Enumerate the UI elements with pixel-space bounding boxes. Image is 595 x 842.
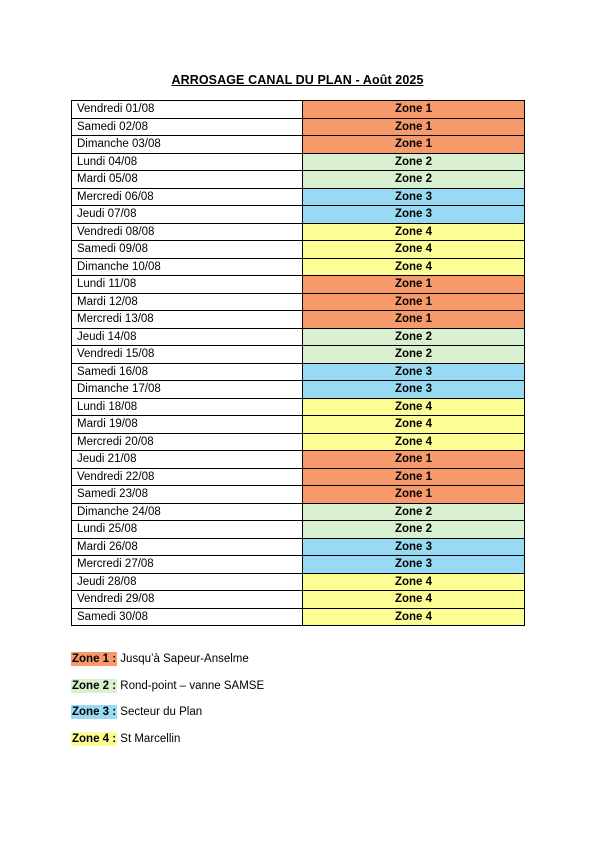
legend-description: Secteur du Plan [120, 706, 203, 718]
day-cell: Jeudi 07/08 [72, 206, 303, 224]
legend-description: Jusqu’à Sapeur-Anselme [120, 653, 249, 665]
day-cell: Vendredi 15/08 [72, 346, 303, 364]
day-cell: Dimanche 24/08 [72, 503, 303, 521]
zone-cell: Zone 1 [303, 293, 525, 311]
legend-zone-key: Zone 2 : [72, 679, 117, 692]
table-row [72, 118, 525, 136]
day-cell: Vendredi 01/08 [72, 101, 303, 119]
day-cell: Samedi 16/08 [72, 363, 303, 381]
table-row [72, 328, 525, 346]
day-cell: Lundi 25/08 [72, 521, 303, 539]
table-row [72, 136, 525, 154]
table-row [72, 591, 525, 609]
table-row [72, 503, 525, 521]
day-cell: Dimanche 17/08 [72, 381, 303, 399]
day-cell: Jeudi 21/08 [72, 451, 303, 469]
zone-cell: Zone 2 [303, 521, 525, 539]
zone-cell: Zone 2 [303, 328, 525, 346]
zone-cell: Zone 2 [303, 153, 525, 171]
zone-cell: Zone 1 [303, 101, 525, 119]
page-title: ARROSAGE CANAL DU PLAN - Août 2025 [171, 73, 424, 87]
day-cell: Jeudi 28/08 [72, 573, 303, 591]
table-row [72, 556, 525, 574]
legend-description: Rond-point – vanne SAMSE [120, 679, 265, 692]
legend-item [71, 704, 471, 721]
day-cell: Samedi 02/08 [72, 118, 303, 136]
table-row [72, 486, 525, 504]
table-row [72, 521, 525, 539]
zone-cell: Zone 4 [303, 433, 525, 451]
schedule-table-body [72, 101, 525, 626]
table-row [72, 171, 525, 189]
table-row [72, 241, 525, 259]
day-cell: Samedi 30/08 [72, 608, 303, 626]
legend-zone-key: Zone 1 : [72, 653, 117, 665]
table-row [72, 398, 525, 416]
day-cell: Mardi 05/08 [72, 171, 303, 189]
zone-cell: Zone 4 [303, 258, 525, 276]
zone-cell: Zone 4 [303, 416, 525, 434]
zone-legend [71, 651, 471, 757]
zone-cell: Zone 1 [303, 451, 525, 469]
zone-cell: Zone 3 [303, 538, 525, 556]
day-cell: Samedi 23/08 [72, 486, 303, 504]
day-cell: Mercredi 13/08 [72, 311, 303, 329]
day-cell: Jeudi 14/08 [72, 328, 303, 346]
table-row [72, 223, 525, 241]
table-row [72, 188, 525, 206]
zone-cell: Zone 4 [303, 241, 525, 259]
day-cell: Dimanche 10/08 [72, 258, 303, 276]
zone-cell: Zone 2 [303, 346, 525, 364]
day-cell: Lundi 11/08 [72, 276, 303, 294]
zone-cell: Zone 4 [303, 398, 525, 416]
table-row [72, 293, 525, 311]
table-row [72, 468, 525, 486]
day-cell: Dimanche 03/08 [72, 136, 303, 154]
table-row [72, 206, 525, 224]
table-row [72, 433, 525, 451]
day-cell: Mardi 19/08 [72, 416, 303, 434]
legend-zone-key: Zone 3 : [72, 706, 117, 718]
table-row [72, 363, 525, 381]
table-row [72, 101, 525, 119]
zone-cell: Zone 1 [303, 276, 525, 294]
day-cell: Mardi 12/08 [72, 293, 303, 311]
table-row [72, 573, 525, 591]
zone-cell: Zone 1 [303, 118, 525, 136]
day-cell: Lundi 18/08 [72, 398, 303, 416]
day-cell: Lundi 04/08 [72, 153, 303, 171]
table-row [72, 608, 525, 626]
legend-item [71, 731, 471, 748]
zone-cell: Zone 4 [303, 591, 525, 609]
table-row [72, 538, 525, 556]
legend-item [71, 651, 471, 668]
table-row [72, 346, 525, 364]
zone-cell: Zone 3 [303, 363, 525, 381]
table-row [72, 416, 525, 434]
day-cell: Vendredi 22/08 [72, 468, 303, 486]
table-row [72, 311, 525, 329]
day-cell: Mercredi 06/08 [72, 188, 303, 206]
day-cell: Vendredi 08/08 [72, 223, 303, 241]
zone-cell: Zone 3 [303, 206, 525, 224]
day-cell: Mercredi 27/08 [72, 556, 303, 574]
zone-cell: Zone 4 [303, 573, 525, 591]
zone-cell: Zone 3 [303, 556, 525, 574]
zone-cell: Zone 1 [303, 136, 525, 154]
table-row [72, 381, 525, 399]
zone-cell: Zone 4 [303, 223, 525, 241]
zone-cell: Zone 1 [303, 311, 525, 329]
day-cell: Mardi 26/08 [72, 538, 303, 556]
zone-cell: Zone 2 [303, 503, 525, 521]
zone-cell: Zone 1 [303, 486, 525, 504]
zone-cell: Zone 3 [303, 381, 525, 399]
zone-cell: Zone 1 [303, 468, 525, 486]
day-cell: Samedi 09/08 [72, 241, 303, 259]
watering-schedule-table [71, 100, 525, 626]
legend-item [71, 678, 471, 695]
zone-cell: Zone 2 [303, 171, 525, 189]
zone-cell: Zone 4 [303, 608, 525, 626]
legend-description: St Marcellin [120, 732, 181, 745]
legend-zone-key: Zone 4 : [72, 732, 117, 745]
table-row [72, 153, 525, 171]
table-row [72, 258, 525, 276]
day-cell: Vendredi 29/08 [72, 591, 303, 609]
zone-cell: Zone 3 [303, 188, 525, 206]
day-cell: Mercredi 20/08 [72, 433, 303, 451]
table-row [72, 451, 525, 469]
table-row [72, 276, 525, 294]
